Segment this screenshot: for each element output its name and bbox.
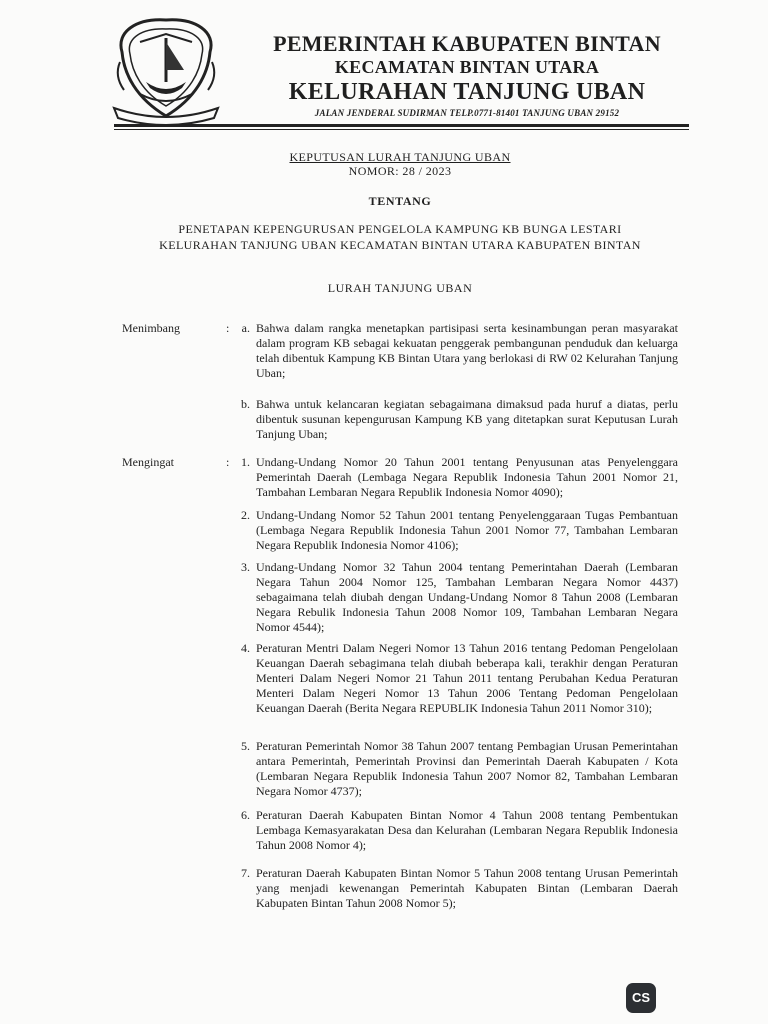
mengingat-colon: : [226, 455, 230, 469]
menimbang-item: Bahwa untuk kelancaran kegiatan sebagaimana dimaksud pada huruf a diatas, perlu dibentuk susunan kepengurusan Kampung KB yang ditetapkan surat Keputusan Lurah Tanjung Uban; [256, 397, 678, 441]
mengingat-marker: 3. [241, 560, 250, 574]
mengingat-item: Peraturan Daerah Kabupaten Bintan Nomor 4 Tahun 2008 tentang Pembentukan Lembaga Kemasyarakatan Desa dan Kelurahan (Lembaran Negara Republik Indonesia Tahun 2008 Nomor 4); [256, 808, 678, 852]
mengingat-item: Peraturan Pemerintah Nomor 38 Tahun 2007 tentang Pembagian Urusan Pemerintahan antara Pemerintah, Pemerintah Provinsi dan Pemerintah Daerah Kabupaten / Kota (Lembaran Negara Republik Indonesia Tahun 2007 Nomor 82, Tambahan Lembaran Negara Nomor 4737); [256, 739, 678, 798]
mengingat-item: Peraturan Daerah Kabupaten Bintan Nomor 5 Tahun 2008 tentang Urusan Pemerintah yang menjadi kewenangan Pemerintah Kabupaten Bintan (Lembaran Daerah Kabupaten Bintan Tahun 2008 Nomor 5); [256, 866, 678, 910]
mengingat-item: Undang-Undang Nomor 32 Tahun 2004 tentang Pemerintahan Daerah (Lembaran Negara Tahun 2004 Nomor 125, Tambahan Lembaran Negara Nomor 4437) sebagaimana telah diubah dengan Undang-Undang Nomor 8 Tahun 2008 (Lembaran Negara Rebulik Indonesia Tahun 2008 Nomor 109, Tambahan Lembaran Negara Nomor 4544); [256, 560, 678, 634]
menimbang-label: Menimbang [122, 321, 180, 335]
letterhead-village: KELURAHAN TANJUNG UBAN [288, 79, 646, 105]
decree-subject-line2: KELURAHAN TANJUNG UBAN KECAMATAN BINTAN UTARA KABUPATEN BINTAN [159, 238, 641, 252]
decree-subject-line1: PENETAPAN KEPENGURUSAN PENGELOLA KAMPUNG KB BUNGA LESTARI [178, 222, 622, 236]
mengingat-marker: 4. [241, 641, 250, 655]
mengingat-item: Undang-Undang Nomor 52 Tahun 2001 tentang Penyelenggaraan Tugas Pembantuan (Lembaga Negara Republik Indonesia Tahun 2001 Nomor 77, Tambahan Lembaran Negara Republik Indonesia Nomor 4106); [256, 508, 678, 552]
menimbang-marker: a. [241, 321, 250, 335]
menimbang-item: Bahwa dalam rangka menetapkan partisipasi serta kesinambungan peran masyarakat dalam program KB sebagai kekuatan penggerak pembangunan penduduk dan keluarga telah dibentuk Kampung KB Bintan Utara yang berlokasi di RW 02 Kelurahan Tanjung Uban; [256, 321, 678, 380]
mengingat-item: Peraturan Mentri Dalam Negeri Nomor 13 Tahun 2016 tentang Pedoman Pengelolaan Keuangan Daerah sebagimana telah diubah beberapa kali, terakhir dengan Peraturan Menteri Dalam Negeri Nomor 21 Tahun 2011 tentang Perubahan Kedua Peraturan Menteri Dalam Negeri Nomor 13 Tahun 2006 Tentang Pedoman Pengelolaan Keuangan Daerah (Berita Negara REPUBLIK Indonesia Tahun 2011 Nomor 310); [256, 641, 678, 715]
menimbang-colon: : [226, 321, 230, 335]
regency-emblem-icon [110, 12, 222, 124]
mengingat-marker: 1. [241, 455, 250, 469]
decree-issuer: LURAH TANJUNG UBAN [327, 281, 473, 295]
scanner-app-badge[interactable]: CS [626, 983, 656, 1013]
mengingat-marker: 2. [241, 508, 250, 522]
menimbang-marker: b. [241, 397, 250, 411]
letterhead-divider-thick [114, 124, 689, 127]
mengingat-label: Mengingat [122, 455, 174, 469]
decree-tentang: TENTANG [368, 194, 432, 208]
mengingat-marker: 7. [241, 866, 250, 880]
decree-number: NOMOR: 28 / 2023 [348, 164, 452, 178]
mengingat-marker: 5. [241, 739, 250, 753]
letterhead-government: PEMERINTAH KABUPATEN BINTAN [273, 31, 661, 56]
mengingat-marker: 6. [241, 808, 250, 822]
letterhead-address: JALAN JENDERAL SUDIRMAN TELP.0771-81401 TANJUNG UBAN 29152 [314, 108, 620, 118]
letterhead-divider-thin [114, 129, 689, 130]
decree-title: KEPUTUSAN LURAH TANJUNG UBAN [289, 150, 511, 164]
letterhead-district: KECAMATAN BINTAN UTARA [334, 57, 600, 77]
mengingat-item: Undang-Undang Nomor 20 Tahun 2001 tentang Penyusunan atas Penyelenggara Pemerintah Daerah (Lembaga Negara Republik Indonesia Tahun 2001 Nomor 21, Tambahan Lembaran Negara Republik Indonesia Nomor 4090); [256, 455, 678, 499]
